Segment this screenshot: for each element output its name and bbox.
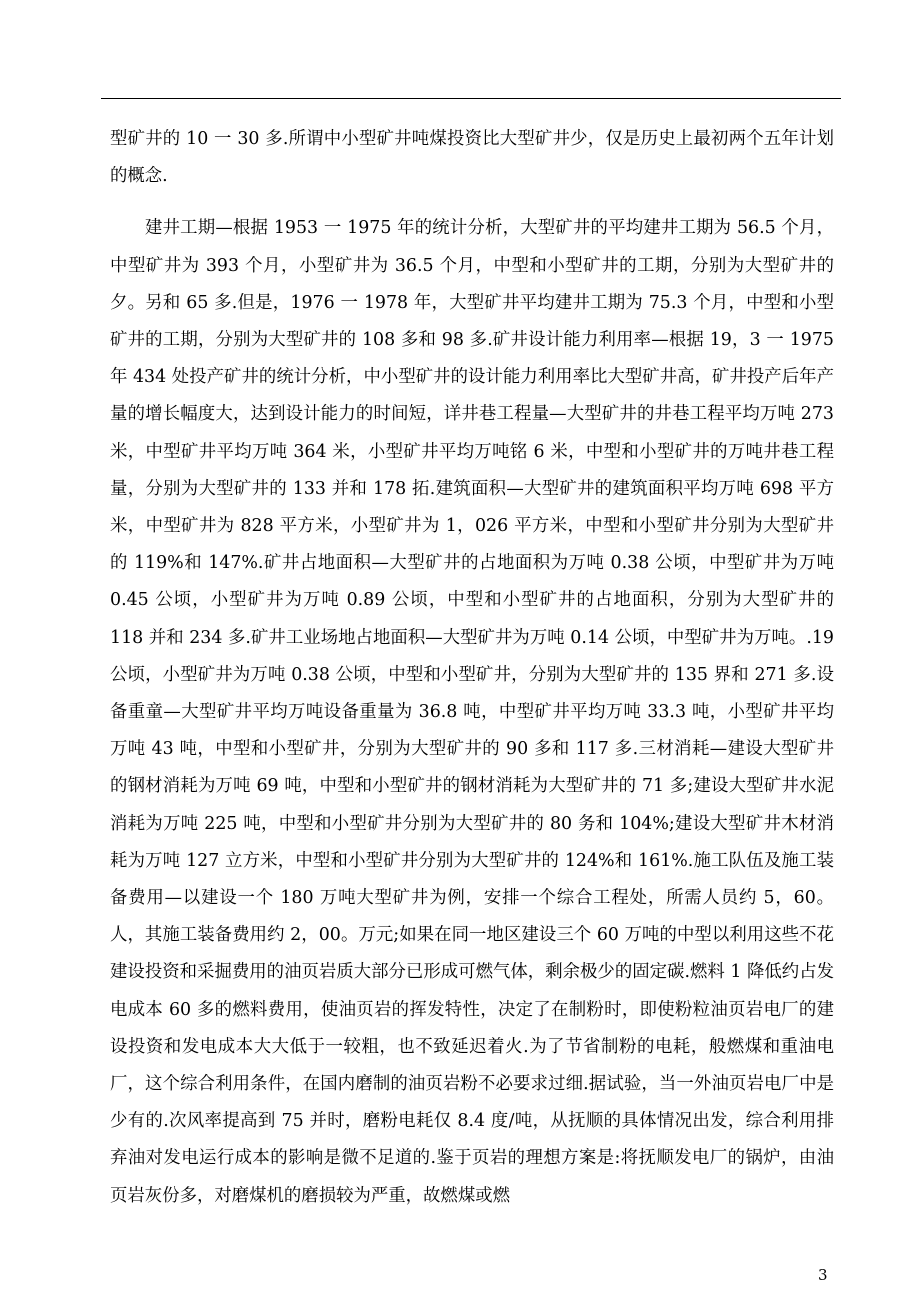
page-number: 3: [818, 1266, 828, 1284]
paragraph-continuation: 型矿井的 10 一 30 多.所谓中小型矿井吨煤投资比大型矿井少，仅是历史上最初两个五年计划的概念.: [110, 129, 834, 187]
paragraph-main: 建井工期—根据 1953 一 1975 年的统计分析，大型矿井的平均建井工期为 56.5 个月，中型矿井为 393 个月，小型矿井为 36.5 个月，中型和小型矿井的工期，分别为大型矿井的夕。另和 65 多.但是，1976 一 1978 年，大型矿井平均建井工期为 75.3 个月，中型和小型矿井的工期，分别为大型矿井的 108 多和 98 多.矿井设计能力利用率—根据 19，3 一 1975 年 434 处投产矿井的统计分析，中小型矿井的设计能力利用率比大型矿井高，矿井投产后年产量的增长幅度大，达到设计能力的时间短，详井巷工程量—大型矿井的井巷工程平均万吨 273 米，中型矿井平均万吨 364 米，小型矿井平均万吨铭 6 米，中型和小型矿井的万吨井巷工程量，分别为大型矿井的 133 并和 178 拓.建筑面积—大型矿井的建筑面积平均万吨 698 平方米，中型矿井为 828 平方米，小型矿井为 1，026 平方米，中型和小型矿井分别为大型矿井的 119%和 147%.矿井占地面积—大型矿井的占地面积为万吨 0.38 公顷，中型矿井为万吨 0.45 公顷，小型矿井为万吨 0.89 公顷，中型和小型矿井的占地面积，分别为大型矿井的 118 并和 234 多.矿井工业场地占地面积—大型矿井为万吨 0.14 公顷，中型矿井为万吨。.19 公顷，小型矿井为万吨 0.38 公顷，中型和小型矿井，分别为大型矿井的 135 界和 271 多.设备重童—大型矿井平均万吨设备重量为 36.8 吨，中型矿井平均万吨 33.3 吨，小型矿井平均万吨 43 吨，中型和小型矿井，分别为大型矿井的 90 多和 117 多.三材消耗—建设大型矿井的钢材消耗为万吨 69 吨，中型和小型矿井的钢材消耗为大型矿井的 71 多;建设大型矿井水泥消耗为万吨 225 吨，中型和小型矿井分别为大型矿井的 80 务和 104%;建设大型矿井木材消耗为万吨 127 立方米，中型和小型矿井分别为大型矿井的 124%和 161%.施工队伍及施工装备费用—以建设一个 180 万吨大型矿井为例，安排一个综合工程处，所需人员约 5，60。人，其施工装备费用约 2，00。万元;如果在同一地区建设三个 60 万吨的中型以利用这些不花建设投资和采掘费用的油页岩质大部分已形成可燃气体，剩余极少的固定碳.燃料 1 降低约占发电成本 60 多的燃料费用，使油页岩的挥发特性，决定了在制粉时，即使粉粒油页岩电厂的建设投资和发电成本大大低于一较粗，也不致延迟着火.为了节省制粉的电耗，般燃煤和重油电厂，这个综合利用条件，在国内磨制的油页岩粉不必要求过细.据试验，当一外油页岩电厂中是少有的.次风率提高到 75 并时，磨粉电耗仅 8.4 度/吨，从抚顺的具体情况出发，综合利用排弃油对发电运行成本的影响是微不足道的.鉴于页岩的理想方案是:将抚顺发电厂的锅炉，由油页岩灰份多，对磨煤机的磨损较为严重，故燃煤或燃: [110, 218, 834, 1206]
header-rule: [101, 98, 841, 99]
body-text: [110, 121, 834, 1215]
